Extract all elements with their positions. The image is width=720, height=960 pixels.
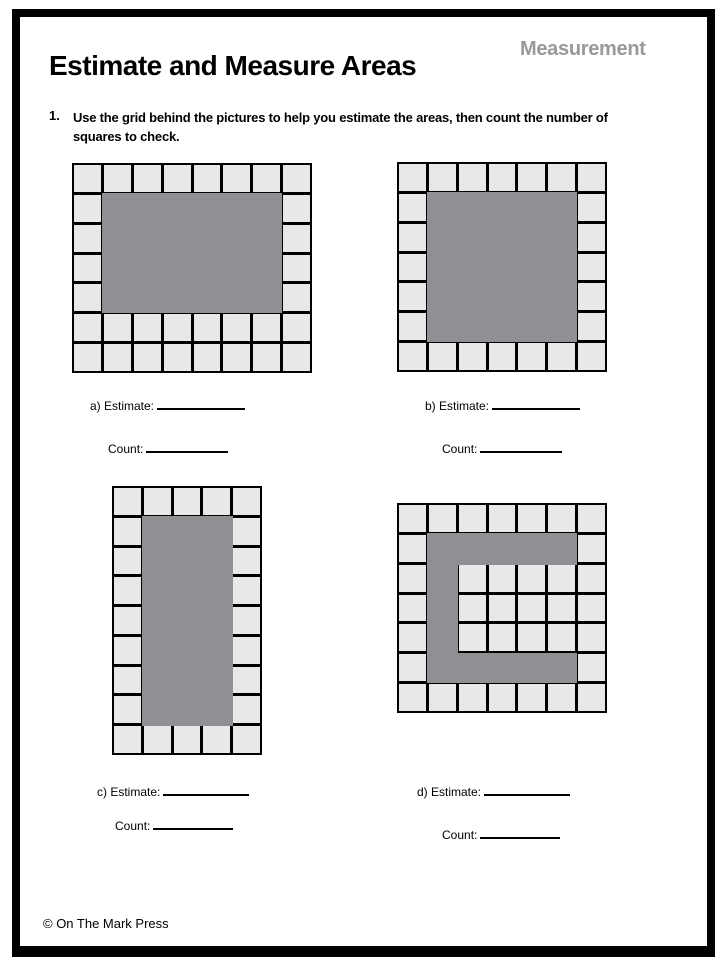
grid-cell bbox=[399, 224, 426, 251]
grid-cell bbox=[548, 684, 575, 711]
grid-cell bbox=[459, 343, 486, 370]
figure-c-estimate-label: c) Estimate: bbox=[97, 785, 161, 799]
grid-cell bbox=[194, 314, 221, 341]
grid-cell bbox=[429, 343, 456, 370]
figure-c-count bbox=[115, 818, 233, 833]
grid-cell bbox=[578, 194, 605, 221]
grid-cell bbox=[489, 164, 516, 191]
grid-cell bbox=[104, 344, 131, 371]
grid-cell bbox=[223, 314, 250, 341]
grid-cell bbox=[489, 595, 516, 622]
grid-cell bbox=[233, 518, 260, 545]
grid-cell bbox=[399, 565, 426, 592]
grid-cell bbox=[134, 344, 161, 371]
grid-cell bbox=[283, 284, 310, 311]
grid-cell bbox=[518, 595, 545, 622]
grid-cell bbox=[399, 313, 426, 340]
grid-cell bbox=[578, 164, 605, 191]
grid-cell bbox=[74, 225, 101, 252]
grid-cell bbox=[114, 726, 141, 753]
grid-cell bbox=[253, 344, 280, 371]
grid-cell bbox=[489, 343, 516, 370]
grid-cell bbox=[74, 344, 101, 371]
grid-cell bbox=[399, 254, 426, 281]
grid-cell bbox=[578, 535, 605, 562]
grid-cell bbox=[399, 684, 426, 711]
grid-cell bbox=[518, 505, 545, 532]
figure-a-estimate-label: a) Estimate: bbox=[90, 399, 155, 413]
grid-cell bbox=[399, 343, 426, 370]
figure-a-estimate bbox=[90, 398, 245, 413]
grid-cell bbox=[114, 696, 141, 723]
grid-cell bbox=[223, 165, 250, 192]
grid-cell bbox=[233, 696, 260, 723]
grid-cell bbox=[518, 684, 545, 711]
grid-cell bbox=[283, 195, 310, 222]
grid-cell bbox=[578, 224, 605, 251]
grid-cell bbox=[518, 343, 545, 370]
figure-b-estimate-label: b) Estimate: bbox=[425, 399, 490, 413]
grid-cell bbox=[578, 654, 605, 681]
question-number: 1. bbox=[49, 108, 60, 123]
figure-b-shape bbox=[427, 192, 577, 342]
grid-cell bbox=[233, 637, 260, 664]
grid-cell bbox=[174, 726, 201, 753]
grid-cell bbox=[114, 667, 141, 694]
grid-cell bbox=[578, 343, 605, 370]
grid-cell bbox=[114, 637, 141, 664]
grid-cell bbox=[459, 565, 486, 592]
grid-cell bbox=[174, 488, 201, 515]
grid-cell bbox=[233, 577, 260, 604]
grid-cell bbox=[399, 535, 426, 562]
figure-c-estimate bbox=[97, 784, 249, 799]
grid-cell bbox=[578, 624, 605, 651]
grid-cell bbox=[518, 164, 545, 191]
figure-a-shape bbox=[102, 193, 282, 313]
figure-b-count-label: Count: bbox=[442, 442, 478, 456]
grid-cell bbox=[114, 518, 141, 545]
grid-cell bbox=[253, 165, 280, 192]
grid-cell bbox=[233, 726, 260, 753]
grid-cell bbox=[164, 165, 191, 192]
grid-cell bbox=[233, 548, 260, 575]
figure-b-count-blank[interactable] bbox=[480, 441, 562, 453]
grid-cell bbox=[578, 595, 605, 622]
figure-c-count-label: Count: bbox=[115, 819, 151, 833]
figure-d-count bbox=[442, 827, 560, 842]
figure-a-count bbox=[108, 441, 228, 456]
figure-d-shape-bottom bbox=[427, 653, 577, 683]
grid-cell bbox=[203, 726, 230, 753]
grid-cell bbox=[134, 165, 161, 192]
grid-cell bbox=[223, 344, 250, 371]
grid-cell bbox=[74, 195, 101, 222]
grid-cell bbox=[578, 313, 605, 340]
figure-d-estimate-label: d) Estimate: bbox=[417, 785, 482, 799]
grid-cell bbox=[548, 595, 575, 622]
grid-cell bbox=[578, 565, 605, 592]
grid-cell bbox=[489, 684, 516, 711]
grid-cell bbox=[283, 314, 310, 341]
grid-cell bbox=[283, 225, 310, 252]
grid-cell bbox=[283, 165, 310, 192]
grid-cell bbox=[399, 505, 426, 532]
grid-cell bbox=[194, 344, 221, 371]
grid-cell bbox=[104, 165, 131, 192]
figure-a-count-blank[interactable] bbox=[146, 441, 228, 453]
copyright-footer: © On The Mark Press bbox=[43, 916, 169, 931]
grid-cell bbox=[114, 548, 141, 575]
grid-cell bbox=[399, 624, 426, 651]
grid-cell bbox=[459, 684, 486, 711]
figure-d-count-blank[interactable] bbox=[480, 827, 560, 839]
grid-cell bbox=[518, 624, 545, 651]
grid-cell bbox=[489, 565, 516, 592]
grid-cell bbox=[548, 624, 575, 651]
page-title: Estimate and Measure Areas bbox=[49, 50, 417, 81]
figure-d-estimate-blank[interactable] bbox=[484, 784, 570, 796]
figure-b-estimate-blank[interactable] bbox=[492, 398, 580, 410]
grid-cell bbox=[194, 165, 221, 192]
grid-cell bbox=[459, 164, 486, 191]
grid-cell bbox=[459, 505, 486, 532]
figure-d-count-label: Count: bbox=[442, 828, 478, 842]
grid-cell bbox=[114, 607, 141, 634]
grid-cell bbox=[233, 667, 260, 694]
grid-cell bbox=[489, 505, 516, 532]
grid-cell bbox=[548, 565, 575, 592]
grid-cell bbox=[144, 726, 171, 753]
grid-cell bbox=[489, 624, 516, 651]
grid-cell bbox=[144, 488, 171, 515]
grid-cell bbox=[399, 595, 426, 622]
grid-cell bbox=[253, 314, 280, 341]
grid-cell bbox=[518, 565, 545, 592]
grid-cell bbox=[114, 577, 141, 604]
grid-cell bbox=[283, 344, 310, 371]
grid-cell bbox=[399, 194, 426, 221]
page-frame bbox=[12, 9, 715, 957]
question-text: Use the grid behind the pictures to help you estimate the areas, then count the number of squares to check. bbox=[73, 110, 608, 144]
figure-a-estimate-blank[interactable] bbox=[157, 398, 245, 410]
grid-cell bbox=[578, 283, 605, 310]
figure-b-count bbox=[442, 441, 562, 456]
grid-cell bbox=[233, 607, 260, 634]
subject-heading: Measurement bbox=[520, 38, 646, 60]
figure-d-estimate bbox=[417, 784, 570, 799]
grid-cell bbox=[399, 283, 426, 310]
grid-cell bbox=[114, 488, 141, 515]
grid-cell bbox=[399, 654, 426, 681]
figure-b-estimate bbox=[425, 398, 580, 413]
grid-cell bbox=[578, 254, 605, 281]
grid-cell bbox=[134, 314, 161, 341]
grid-cell bbox=[429, 684, 456, 711]
figure-a-count-label: Count: bbox=[108, 442, 144, 456]
grid-cell bbox=[164, 314, 191, 341]
figure-c-shape bbox=[142, 516, 233, 726]
grid-cell bbox=[74, 255, 101, 282]
grid-cell bbox=[429, 164, 456, 191]
grid-cell bbox=[104, 314, 131, 341]
grid-cell bbox=[548, 505, 575, 532]
grid-cell bbox=[399, 164, 426, 191]
grid-cell bbox=[578, 505, 605, 532]
grid-cell bbox=[548, 164, 575, 191]
grid-cell bbox=[74, 165, 101, 192]
grid-cell bbox=[283, 255, 310, 282]
grid-cell bbox=[429, 505, 456, 532]
grid-cell bbox=[459, 595, 486, 622]
grid-cell bbox=[164, 344, 191, 371]
grid-cell bbox=[233, 488, 260, 515]
grid-cell bbox=[578, 684, 605, 711]
grid-cell bbox=[548, 343, 575, 370]
figure-c-estimate-blank[interactable] bbox=[163, 784, 249, 796]
grid-cell bbox=[459, 624, 486, 651]
grid-cell bbox=[74, 314, 101, 341]
figure-c-count-blank[interactable] bbox=[153, 818, 233, 830]
grid-cell bbox=[74, 284, 101, 311]
grid-cell bbox=[203, 488, 230, 515]
